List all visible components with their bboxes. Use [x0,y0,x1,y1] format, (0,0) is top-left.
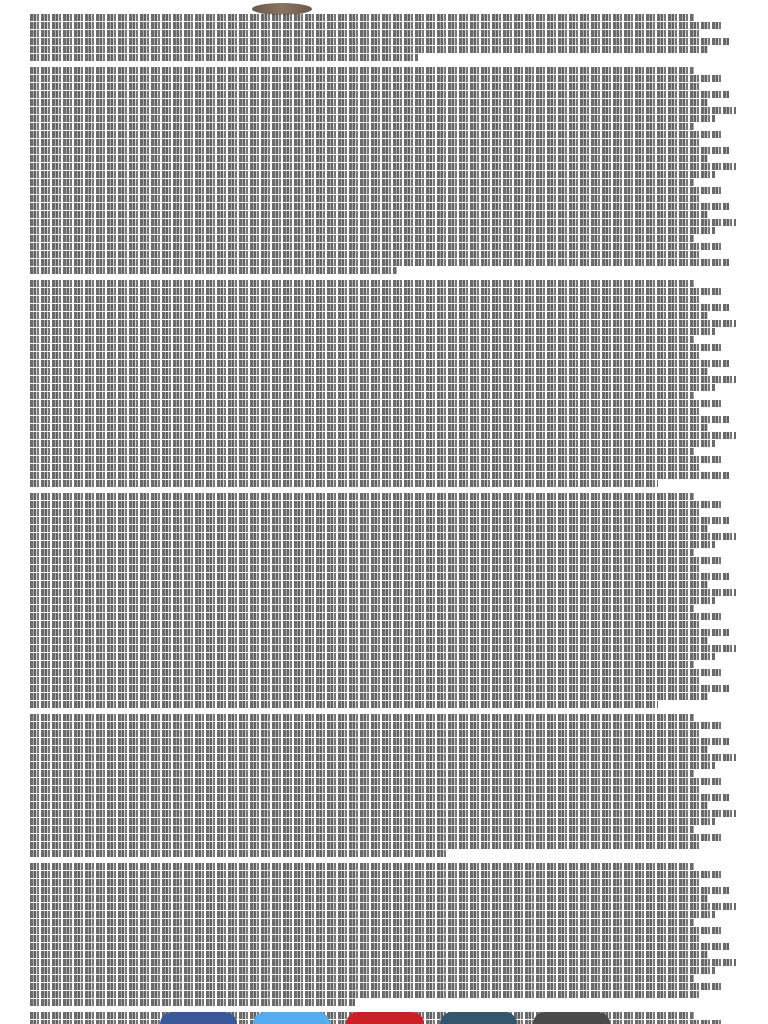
text-line-placeholder [30,943,729,950]
text-line-placeholder [30,147,729,154]
text-line-placeholder [30,472,729,479]
text-line-placeholder [30,517,729,524]
text-line-placeholder [30,67,694,74]
text-line-placeholder [30,879,701,886]
text-line-placeholder [30,163,736,170]
text-line-placeholder [30,416,729,423]
text-line-placeholder [30,195,701,202]
text-line-placeholder [30,850,447,857]
article-paragraph [30,863,736,1006]
text-line-placeholder [30,155,708,162]
text-line-placeholder [30,613,722,620]
article-body [30,14,736,1024]
text-line-placeholder [30,818,715,825]
text-line-placeholder [30,14,694,21]
text-line-placeholder [30,903,736,910]
text-line-placeholder [30,573,729,580]
text-line-placeholder [30,509,701,516]
text-line-placeholder [30,863,694,870]
text-line-placeholder [30,525,708,532]
text-line-placeholder [30,456,722,463]
text-line-placeholder [30,296,701,303]
text-line-placeholder [30,336,694,343]
text-line-placeholder [30,597,715,604]
text-line-placeholder [30,46,708,53]
text-line-placeholder [30,320,736,327]
text-line-placeholder [30,621,701,628]
text-line-placeholder [30,501,722,508]
text-line-placeholder [30,637,708,644]
text-line-placeholder [30,312,708,319]
text-line-placeholder [30,408,701,415]
text-line-placeholder [30,722,722,729]
share-pinterest-button[interactable] [346,1012,423,1024]
text-line-placeholder [30,464,701,471]
text-line-placeholder [30,589,736,596]
text-line-placeholder [30,959,736,966]
text-line-placeholder [30,557,722,564]
text-line-placeholder [30,424,708,431]
text-line-placeholder [30,280,694,287]
text-line-placeholder [30,304,729,311]
text-line-placeholder [30,376,736,383]
text-line-placeholder [30,54,418,61]
text-line-placeholder [30,75,722,82]
text-line-placeholder [30,352,701,359]
text-line-placeholder [30,91,729,98]
text-line-placeholder [30,935,701,942]
text-line-placeholder [30,927,722,934]
text-line-placeholder [30,288,722,295]
text-line-placeholder [30,123,694,130]
text-line-placeholder [30,919,694,926]
text-line-placeholder [30,384,715,391]
text-line-placeholder [30,344,722,351]
article-paragraph [30,280,736,487]
text-line-placeholder [30,834,722,841]
text-line-placeholder [30,448,694,455]
text-line-placeholder [30,826,694,833]
text-line-placeholder [30,677,701,684]
text-line-placeholder [30,541,715,548]
text-line-placeholder [30,770,694,777]
text-line-placeholder [30,259,729,266]
text-line-placeholder [30,22,722,29]
text-line-placeholder [30,714,694,721]
text-line-placeholder [30,139,701,146]
text-line-placeholder [30,730,701,737]
share-bar [160,1012,610,1024]
text-line-placeholder [30,754,736,761]
text-line-placeholder [30,83,701,90]
text-line-placeholder [30,480,658,487]
share-facebook-button[interactable] [160,1012,237,1024]
text-line-placeholder [30,30,701,37]
text-line-placeholder [30,565,701,572]
text-line-placeholder [30,794,729,801]
text-line-placeholder [30,171,715,178]
text-line-placeholder [30,701,658,708]
text-line-placeholder [30,440,715,447]
text-line-placeholder [30,392,694,399]
text-line-placeholder [30,533,736,540]
text-line-placeholder [30,38,729,45]
text-line-placeholder [30,243,722,250]
text-line-placeholder [30,368,708,375]
article-paragraph [30,67,736,274]
text-line-placeholder [30,975,694,982]
text-line-placeholder [30,911,715,918]
text-line-placeholder [30,669,722,676]
text-line-placeholder [30,746,708,753]
text-line-placeholder [30,685,729,692]
article-paragraph [30,493,736,708]
text-line-placeholder [30,786,701,793]
text-line-placeholder [30,219,736,226]
text-line-placeholder [30,951,708,958]
text-line-placeholder [30,227,715,234]
text-line-placeholder [30,895,708,902]
text-line-placeholder [30,328,715,335]
text-line-placeholder [30,661,694,668]
text-line-placeholder [30,251,701,258]
text-line-placeholder [30,115,715,122]
text-line-placeholder [30,983,722,990]
text-line-placeholder [30,360,729,367]
text-line-placeholder [30,131,722,138]
text-line-placeholder [30,203,729,210]
text-line-placeholder [30,179,694,186]
text-line-placeholder [30,99,708,106]
text-line-placeholder [30,645,736,652]
share-more-button[interactable] [533,1012,610,1024]
text-line-placeholder [30,653,715,660]
text-line-placeholder [30,693,708,700]
text-line-placeholder [30,810,736,817]
text-line-placeholder [30,991,701,998]
text-line-placeholder [30,778,722,785]
article-paragraph [30,714,736,857]
text-line-placeholder [30,762,715,769]
text-line-placeholder [30,871,722,878]
text-line-placeholder [30,967,715,974]
text-line-placeholder [30,235,694,242]
share-twitter-button[interactable] [253,1012,330,1024]
text-line-placeholder [30,107,736,114]
text-line-placeholder [30,187,722,194]
text-line-placeholder [30,802,708,809]
text-line-placeholder [30,549,694,556]
text-line-placeholder [30,267,397,274]
text-line-placeholder [30,400,722,407]
text-line-placeholder [30,629,729,636]
text-line-placeholder [30,581,708,588]
article-paragraph [30,14,736,61]
text-line-placeholder [30,432,736,439]
text-line-placeholder [30,493,694,500]
text-line-placeholder [30,887,729,894]
share-linkedin-button[interactable] [440,1012,517,1024]
text-line-placeholder [30,738,729,745]
text-line-placeholder [30,211,708,218]
text-line-placeholder [30,605,694,612]
text-line-placeholder [30,999,355,1006]
text-line-placeholder [30,842,701,849]
